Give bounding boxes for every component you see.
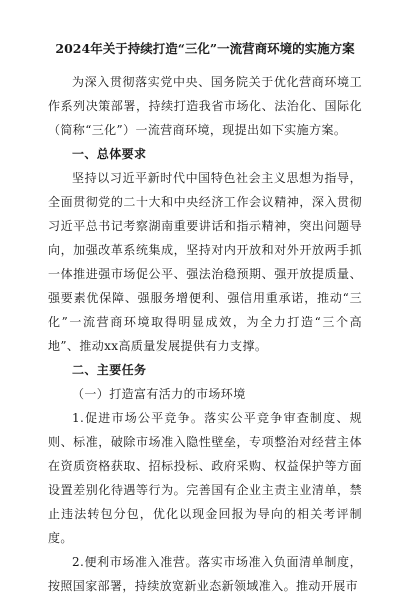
document-title: 2024年关于持续打造“三化”一流营商环境的实施方案: [55, 41, 355, 56]
section2-heading: 二、主要任务: [72, 363, 147, 377]
intro-paragraph: 为深入贯彻落实党中央、国务院关于优化营商环境工作系列决策部署，持续打造我省市场化、法治化、国际化（简称“三化”）一流营商环境，现提出如下实施方案。: [48, 75, 362, 137]
item2-paragraph: 2.便利市场准入准营。落实市场准入负面清单制度，按照国家部署，持续放宽新业态新领域准入。推动开展市: [48, 555, 362, 593]
section1-paragraph: 坚持以习近平新时代中国特色社会主义思想为指导，全面贯彻党的二十大和中央经济工作会议精神，深入贯彻习近平总书记考察湖南重要讲话和指示精神，突出问题导向，加强改革系统集成，坚持对内开放和对外开放两手抓一体推进强市场促公平、强法治稳预期、强开放提质量、强要素优保障、强服务增便利、强信用重承诺，推动“三化”一流营商环境取得明显成效，为全力打造“三个高地”、推动xx高质量发展提供有力支撑。: [48, 171, 362, 353]
subsection1-heading: （一）打造富有活力的市场环境: [72, 387, 246, 401]
item1-paragraph: 1.促进市场公平竞争。落实公平竞争审查制度、规则、标准，破除市场准入隐性壁垒，专项整治对经营主体在资质资格获取、招标投标、政府采购、权益保护等方面设置差别化待遇等行为。完善国有企业主责主业清单，禁止违法转包分包，优化以现金回报为导向的相关考评制度。: [48, 411, 362, 545]
section1-heading: 一、总体要求: [72, 147, 147, 161]
